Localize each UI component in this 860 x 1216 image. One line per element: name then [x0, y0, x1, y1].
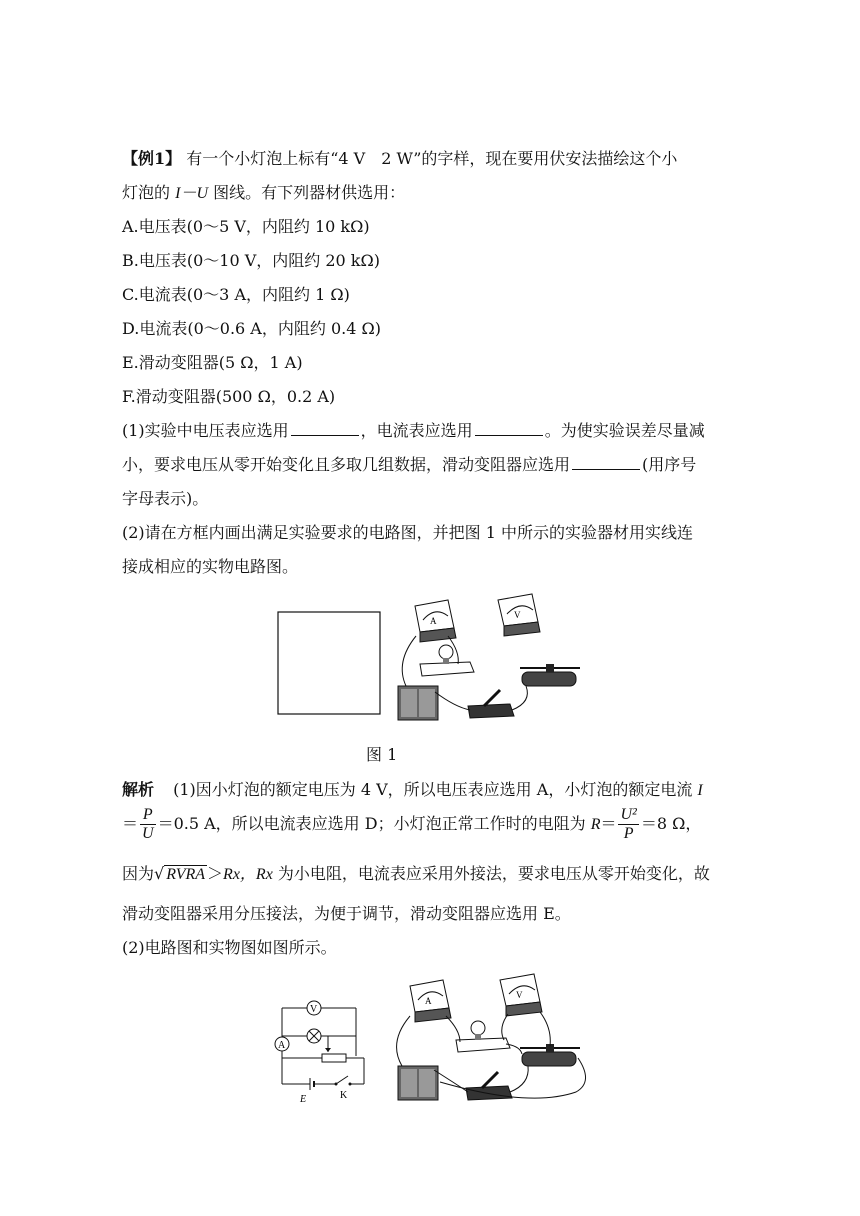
solution-text: ＝0.5 A，所以电流表应选用 D；小灯泡正常工作时的电阻为: [157, 814, 586, 833]
svg-text:A: A: [430, 616, 437, 626]
q1-text: 。为使实验误差尽量减: [544, 421, 705, 440]
answer-blank-voltmeter[interactable]: [291, 421, 359, 436]
solution-line-3: 因为√ RVRA ＞Rx，Rx 为小电阻，电流表应采用外接法，要求电压从零开始变化，故: [122, 864, 710, 883]
solution-line-5: (2)电路图和实物图如图所示。: [122, 938, 337, 957]
svg-text:A: A: [425, 996, 432, 1006]
switch-label: K: [340, 1090, 348, 1101]
rheostat-icon: [520, 664, 580, 686]
solution-text: 因为: [122, 864, 155, 883]
switch-icon: [468, 690, 514, 718]
solution-text: ＝8 Ω，: [640, 814, 702, 833]
solution-line-1: [122, 777, 703, 800]
example-tag: 【例1】: [122, 149, 182, 168]
rheostat-icon: [520, 1044, 580, 1066]
voltmeter-icon: [498, 594, 540, 636]
sqrt-expression: RVRA: [166, 866, 206, 883]
equals-sign: ＝: [122, 814, 139, 833]
switch-symbol-icon: [336, 1076, 348, 1084]
bulb-icon: [420, 645, 474, 676]
rheostat-symbol-icon: [322, 1054, 346, 1062]
option-b: B.电压表(0～10 V，内阻约 20 kΩ): [122, 251, 381, 270]
fraction-u2-over-p: [618, 806, 638, 843]
solution-tag: 解析: [122, 780, 155, 799]
fraction-denominator: P: [623, 825, 634, 842]
fraction-denominator: U: [142, 825, 154, 842]
resistance-variable: R: [590, 816, 601, 833]
battery-label: E: [300, 1094, 307, 1105]
voltmeter-icon: [500, 974, 542, 1016]
battery-icon: [398, 1066, 438, 1100]
q1-text: (1)实验中电压表应选用: [122, 421, 289, 440]
ammeter-icon: [415, 600, 456, 642]
option-a: A.电压表(0～5 V，内阻约 10 kΩ): [122, 217, 370, 236]
fraction-numerator: U²: [620, 806, 637, 823]
circuit-diagram: [268, 996, 372, 1106]
option-e: E.滑动变阻器(5 Ω，1 A): [122, 353, 303, 372]
physical-wiring-figure: [380, 972, 604, 1112]
svg-text:V: V: [516, 990, 523, 1000]
current-variable: I: [697, 782, 703, 799]
figure-caption: 图 1: [366, 745, 398, 764]
q1-text: ，电流表应选用: [360, 421, 473, 440]
equals-sign: ＝: [600, 814, 617, 833]
circuit-drawing-box: [278, 612, 380, 714]
question-1-line-3: 字母表示)。: [122, 489, 209, 508]
fraction-numerator: P: [140, 806, 156, 825]
answer-blank-ammeter[interactable]: [475, 421, 543, 436]
example-intro-1: 有一个小灯泡上标有“4 V 2 W”的字样，现在要用伏安法描绘这个小: [186, 149, 678, 168]
solution-text: (1)因小灯泡的额定电压为 4 V，所以电压表应选用 A，小灯泡的额定电流: [173, 780, 693, 799]
svg-text:V: V: [514, 610, 521, 620]
fraction-p-over-u: [140, 806, 156, 843]
option-f: F.滑动变阻器(500 Ω，0.2 A): [122, 387, 336, 406]
q1-text: 小，要求电压从零开始变化且多取几组数据，滑动变阻器应选用: [122, 455, 571, 474]
question-2-line-2: 接成相应的实物电路图。: [122, 557, 299, 576]
option-d: D.电流表(0～0.6 A，内阻约 0.4 Ω): [122, 319, 381, 338]
option-c: C.电流表(0～3 A，内阻约 1 Ω): [122, 285, 350, 304]
question-1-line-1: [122, 418, 705, 441]
greater-than: ＞: [207, 864, 224, 883]
intro-text: 图线。有下列器材供选用：: [213, 183, 406, 202]
question-1-line-2: [122, 452, 696, 475]
intro-text: 灯泡的: [122, 183, 171, 202]
solution-line-2: [122, 806, 701, 843]
answer-blank-rheostat[interactable]: [572, 455, 640, 470]
q1-text: (用序号: [642, 455, 697, 474]
solution-line-4: 滑动变阻器采用分压接法，为便于调节，滑动变阻器应选用 E。: [122, 904, 571, 923]
example-line-2: [122, 180, 405, 203]
ammeter-icon: [410, 980, 451, 1022]
battery-icon: [398, 686, 438, 720]
question-2-line-1: (2)请在方框内画出满足实验要求的电路图，并把图 1 中所示的实验器材用实线连: [122, 523, 694, 542]
rx-variable: Rx，Rx: [223, 866, 273, 883]
iu-variable: I－U: [175, 185, 208, 202]
figure-1: [270, 592, 590, 728]
example-line-1: [122, 146, 677, 169]
ammeter-label: A: [278, 1040, 286, 1051]
solution-text: 为小电阻，电流表应采用外接法，要求电压从零开始变化，故: [277, 864, 710, 883]
voltmeter-label: V: [310, 1004, 318, 1015]
